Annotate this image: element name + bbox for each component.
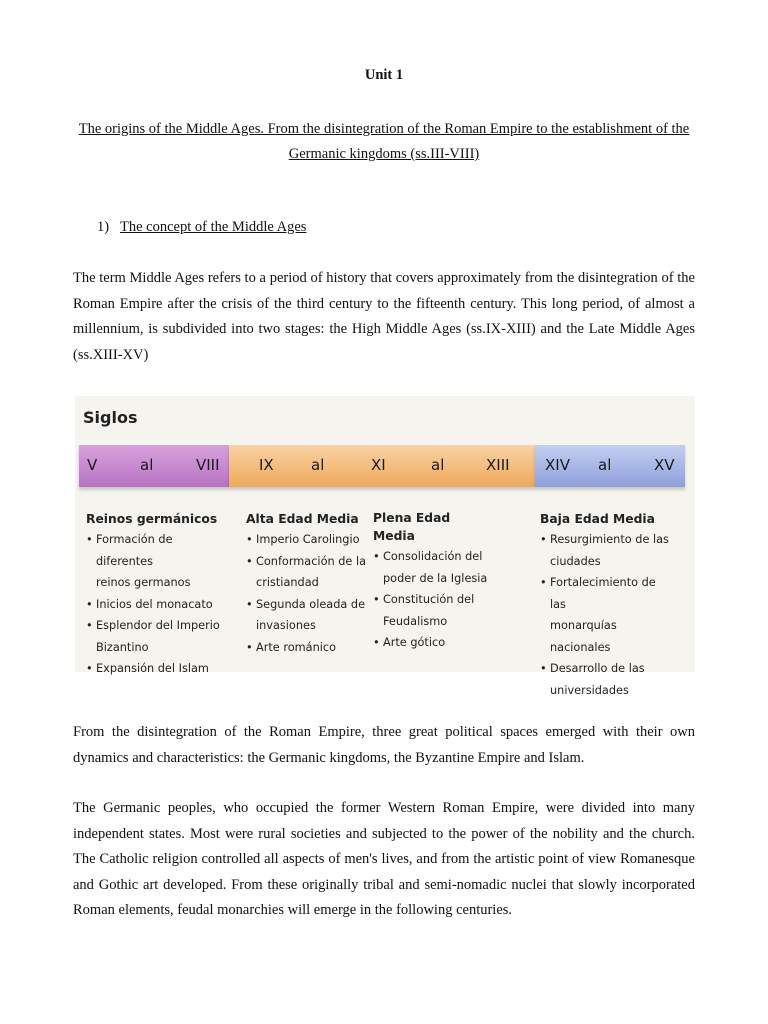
paragraph-intro: The term Middle Ages refers to a period of history that covers approximately from the disintegration of the Roman Empire after the crisis of the third century to the fifteenth century. This long period, of almost a millennium, is subdivided into two stages: the High Middle Ages (ss.IX-XIII) and the Late Middle Ages (ss.XIII-XV) (73, 270, 695, 363)
column-title: Reinos germánicos (86, 512, 218, 526)
bar-label: XI (371, 456, 386, 474)
column-list (246, 529, 371, 658)
bar-label: VIII (196, 456, 220, 474)
bar-label: XIV (545, 456, 570, 474)
list-item: • Imperio Carolingio (246, 529, 371, 551)
list-item: monarquías nacionales (550, 619, 617, 654)
list-item: reinos germanos (96, 576, 191, 589)
timeline-bar-germanic (79, 445, 229, 487)
list-item: poder de la Iglesia (383, 571, 488, 585)
column-title: Alta Edad Media (246, 512, 359, 526)
timeline-column-alta (246, 510, 371, 658)
bar-label: al (140, 456, 154, 474)
bar-label: XV (654, 456, 675, 474)
bar-label: IX (259, 456, 274, 474)
bar-label: V (87, 456, 98, 474)
timeline-column-baja (540, 510, 675, 701)
section-heading (97, 219, 306, 236)
column-title: Baja Edad Media (540, 512, 655, 526)
timeline-column-plena (373, 509, 493, 654)
paragraph-germanic-peoples: The Germanic peoples, who occupied the former Western Roman Empire, were divided into many independent states. Most were rural societies and subjected to the power of the nobility and the church. The Catholic religion controlled all aspects of men's lives, and from the artistic point of view Romanesque and Gothic art developed. From these originally tribal and semi-nomadic nuclei that slowly incorporated Roman elements, feudal monarchies will emerge in the following centuries. (73, 800, 695, 918)
list-item: • Constitución del (373, 589, 493, 611)
column-title: Plena Edad Media (373, 511, 451, 543)
column-list (86, 529, 226, 680)
list-item: • Formación de diferentes (86, 529, 226, 572)
list-item: • Esplendor del Imperio (86, 615, 226, 637)
list-item: ciudades (550, 554, 601, 568)
list-item: • Conformación de la (246, 551, 371, 573)
list-item: • Arte románico (246, 637, 371, 659)
timeline-bar-high-middle-ages (229, 445, 535, 487)
list-item: Feudalismo (383, 614, 448, 628)
timeline-figure (75, 396, 695, 697)
list-item: • Resurgimiento de las (540, 529, 675, 551)
list-item: universidades (550, 683, 629, 697)
list-item: invasiones (256, 619, 316, 632)
timeline-bar-late-middle-ages (535, 445, 685, 487)
section-title: The concept of the Middle Ages (120, 219, 307, 235)
section-number: 1) (97, 219, 110, 235)
list-item: • Inicios del monacato (86, 594, 226, 616)
list-item: cristiandad (256, 576, 319, 589)
timeline-column-germanic (86, 510, 226, 680)
document-heading: The origins of the Middle Ages. From the disintegration of the Roman Empire to the establishment of the Germanic kingdoms (ss.III-VIII) (78, 121, 690, 162)
list-item: • Consolidación del (373, 546, 493, 568)
paragraph-political-spaces: From the disintegration of the Roman Empire, three great political spaces emerged with their own dynamics and characteristics: the Germanic kingdoms, the Byzantine Empire and Islam. (73, 724, 695, 766)
unit-title: Unit 1 (364, 67, 404, 83)
bar-label: al (431, 456, 445, 474)
timeline-title: Siglos (83, 408, 138, 427)
list-item: • Fortalecimiento de las (540, 572, 675, 615)
list-item: • Desarrollo de las (540, 658, 675, 680)
list-item: Bizantino (96, 640, 149, 654)
column-list (540, 529, 675, 701)
bar-label: XIII (486, 456, 510, 474)
column-list (373, 546, 493, 654)
list-item: • Arte gótico (373, 632, 493, 654)
list-item: • Segunda oleada de (246, 594, 371, 616)
list-item: • Expansión del Islam (86, 658, 226, 680)
bar-label: al (311, 456, 325, 474)
bar-label: al (598, 456, 612, 474)
